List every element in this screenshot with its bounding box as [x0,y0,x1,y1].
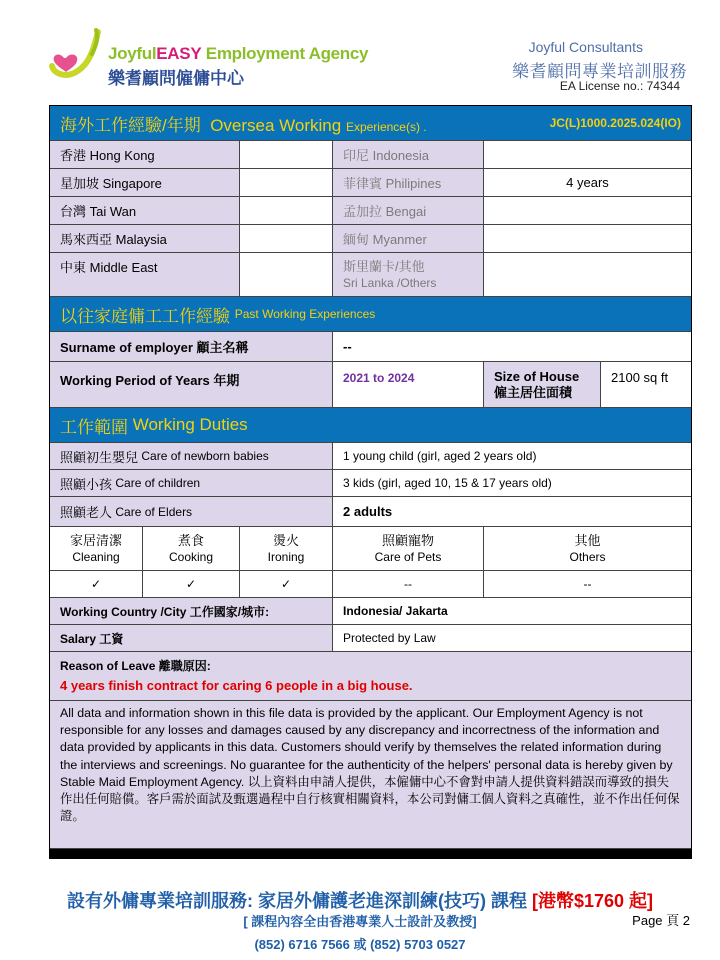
country-label: 中東 Middle East [50,253,240,296]
task-header: 家居清潔 Cleaning [50,527,143,570]
country-label: 香港 Hong Kong [50,141,240,168]
salary-value: Protected by Law [333,625,691,651]
employer-surname-value: -- [333,332,691,361]
working-country-value: Indonesia/ Jakarta [333,598,691,624]
joyful-logo-icon [46,28,108,84]
country-value [240,253,333,296]
employer-row [50,332,691,362]
ea-license: EA License no.: 74344 [559,79,680,93]
page-number: Page 頁 2 [632,913,690,928]
country-label: 台灣 Tai Wan [50,197,240,224]
country-label-others: 斯里蘭卡/其他 Sri Lanka /Others [333,253,484,296]
country-value [240,141,333,168]
page-header [0,0,720,100]
task-header: 燙火 Ironing [240,527,333,570]
consultants-name-en: Joyful Consultants [528,39,643,55]
footer-phone[interactable]: (852) 6716 7566 或 (852) 5703 0527 [254,937,466,952]
overseas-row [50,253,691,297]
country-value [484,141,691,168]
reference-number: JC(L)1000.2025.024(IO) [549,116,681,130]
overseas-title-zh: 海外工作經驗/年期 [60,115,201,135]
duties-section-header [50,408,691,443]
footer-price: [港幣$1760 起] [531,891,654,911]
overseas-row [50,225,691,253]
duty-label: 照顧初生嬰兒 Care of newborn babies [50,443,333,469]
duty-label: 照顧老人 Care of Elders [50,497,333,526]
task-header: 煮食 Cooking [143,527,240,570]
task-header-row [50,527,691,571]
duties-title-en: Working Duties [132,415,248,434]
salary-row [50,625,691,652]
duties-title-zh: 工作範圍 [60,417,128,437]
leave-label: Reason of Leave 離職原因: [60,659,211,673]
footer-course-line: 設有外傭專業培訓服務: 家居外傭護老進深訓練(技巧) 課程 [港幣$1760 起] [66,891,654,911]
past-section-header [50,297,691,332]
leave-cell [50,652,691,700]
country-label: 星加坡 Singapore [50,169,240,196]
period-row [50,362,691,408]
working-period-label: Working Period of Years 年期 [50,362,333,407]
divider [50,849,691,859]
house-size-label: Size of House 僱主居住面積 [484,362,601,407]
duty-label: 照顧小孩 Care of children [50,470,333,496]
overseas-row [50,169,691,197]
country-value [484,197,691,224]
consultants-name-zh: 樂耆顧問專業培訓服務 [512,62,687,81]
country-value [240,197,333,224]
overseas-title-en-small: Experience(s) . [345,119,427,134]
past-title-zh: 以往家庭傭工工作經驗 [60,306,230,326]
duty-value: 3 kids (girl, aged 10, 15 & 17 years old) [333,470,691,496]
task-mark: -- [484,571,691,597]
country-city-row [50,598,691,625]
footer-course-note: [ 課程內容全由香港專業人士設計及教授] [243,914,477,929]
duty-row [50,497,691,527]
country-value: 4 years [484,169,691,196]
task-mark: -- [333,571,484,597]
disclaimer: All data and information shown in this file data is provided by the applicant. Our Employment Agency is not responsible for any losses and damages caused by any discrepancy and incorrectness of the information and data provided by applicants in this data. Customers should verify by themselves the related information during the interviews and screenings. No guarantee for the authenticity of the helpers' personal data is hereby given by Stable Maid Employment Agency. 以上資料由申請人提供，本僱傭中心不會對申請人提供資料錯誤而導致的損失作出任何賠償。客戶需於面試及甄選過程中自行核實相關資料，本公司對傭工個人資料之真確性，並不作出任何保證。 [50,701,691,849]
task-mark-row [50,571,691,598]
helper-profile-form [49,105,692,859]
overseas-section-header [50,106,691,141]
overseas-row [50,141,691,169]
check-icon: ✓ [143,571,240,597]
country-value [484,225,691,252]
check-icon: ✓ [50,571,143,597]
check-icon: ✓ [240,571,333,597]
leave-row [50,652,691,701]
salary-label: Salary 工資 [50,625,333,651]
leave-reason: 4 years finish contract for caring 6 people in a big house. [60,678,413,693]
country-label: 馬來西亞 Malaysia [50,225,240,252]
duty-value: 1 young child (girl, aged 2 years old) [333,443,691,469]
working-country-label: Working Country /City 工作國家/城市: [50,598,333,624]
country-value [240,169,333,196]
overseas-title-en: Oversea Working [210,115,342,135]
country-label: 緬甸 Myanmer [333,225,484,252]
duty-row [50,470,691,497]
overseas-row [50,197,691,225]
country-label: 孟加拉 Bengai [333,197,484,224]
duty-value: 2 adults [333,497,691,526]
employer-surname-label: Surname of employer 顧主名稱 [50,332,333,361]
brand-name-zh: 樂耆顧問僱傭中心 [108,69,244,88]
house-size-value: 2100 sq ft [601,362,691,407]
brand-name-en: JoyfulEASY Employment Agency [108,44,369,63]
country-value [484,253,691,296]
country-value [240,225,333,252]
past-title-en: Past Working Experiences [234,307,376,321]
working-period-value: 2021 to 2024 [333,362,484,407]
country-label: 菲律賓 Philipines [333,169,484,196]
task-header: 照顧寵物 Care of Pets [333,527,484,570]
country-label: 印尼 Indonesia [333,141,484,168]
duty-row [50,443,691,470]
task-header: 其他 Others [484,527,691,570]
